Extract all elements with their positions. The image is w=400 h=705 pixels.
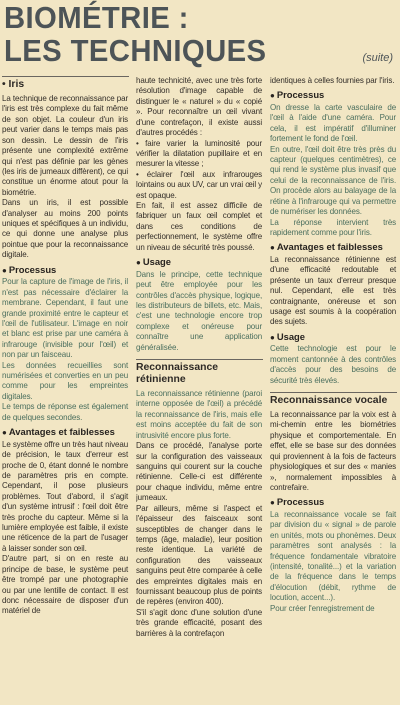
paragraph: D'autre part, si on en reste au principe de base, le système peut être trompé par une photographie ou par une lentille de contact. Il est donc nécessaire de disposer d'un matériel de	[2, 554, 129, 616]
section-heading-vocale: Reconnaissance vocale	[270, 392, 397, 407]
paragraph: Par ailleurs, même si l'aspect et l'épaisseur des faisceaux sont susceptibles de changer dans le temps (âge, maladie), leur position reste identique. La variété de configuration des vaisseaux sanguins peut être comparée à celle des empreintes digitales mais en fournissant beaucoup plus de points de repères (environ 400).	[136, 503, 263, 607]
paragraph: On dresse la carte vasculaire de l'œil à l'aide d'une caméra. Pour cela, il est impératif d'illuminer fortement le fond de l'œil.	[270, 102, 397, 144]
bullet-icon: •	[2, 79, 9, 90]
paragraph: Le temps de réponse est également de quelques secondes.	[2, 402, 129, 422]
paragraph: Pour créer l'enregistrement de	[270, 603, 375, 613]
bullet-icon: ●	[270, 498, 275, 508]
page-title-line-1: BIOMÉTRIE :	[4, 1, 189, 35]
bullet-icon: ●	[136, 258, 141, 268]
section-heading-retine: Reconnaissance rétinienne	[136, 359, 263, 386]
paragraph: Pour la capture de l'image de l'iris, il n'est pas nécessaire d'éclairer la membrane. Cependant, il faut une grande proximité entre le capteur et l'œil de l'utilisateur. L'image en noir et blanc est prise par une caméra à infrarouge (invisible pour l'œil) et non par un faisceau.	[2, 277, 129, 360]
paragraph: haute technicité, avec une très forte résolution d'image capable de distinguer le « naturel » du « copié ». Pour reconnaître un œil vivant d'une contrefaçon, il existe aussi d'autres procédés :	[136, 76, 263, 138]
bullet-icon: ●	[270, 332, 275, 342]
bullet-icon: ●	[270, 91, 275, 101]
paragraph: Les données recueillies sont numérisées et converties en un peu comme pour les empreintes digitales.	[2, 360, 129, 401]
paragraph: La reconnaissance vocale se fait par division du « signal » de parole en unités, mots ou phonèmes. Deux paramètres sont analysés : la fréquence fondamentale vibratoire (intensité, tonalité...) et la variation de la fréquence dans le temps d'élocution (débit, rythme de locution, accent...).	[270, 509, 397, 603]
subheading-processus: ● Processus	[270, 496, 325, 508]
paragraph: En fait, il est assez difficile de fabriquer un faux œil complet et dans ces conditions de perfectionnement, le système offre un niveau de sécurité très poussé.	[136, 201, 263, 252]
column-1	[2, 76, 129, 705]
subheading-processus: ● Processus	[270, 89, 325, 101]
paragraph: identiques à celles fournies par l'iris.	[270, 76, 395, 85]
column-2	[136, 76, 263, 705]
column-3	[270, 76, 397, 705]
paragraph: La réponse intervient très rapidement comme pour l'iris.	[270, 217, 397, 237]
paragraph: Cette technologie est pour le moment cantonnée à des contrôles d'accès pour des besoins de sécurité très élevés.	[270, 344, 397, 385]
subheading-usage: ● Usage	[270, 330, 305, 342]
paragraph: La reconnaissance rétinienne (paroi interne opposée de l'œil) a précédé la reconnaissance de l'iris, mais elle est moins acceptée du fait de son intrusivité encore plus forte.	[136, 389, 263, 440]
paragraph: S'il s'agit donc d'une solution d'une très grande efficacité, posant des barrières à la contrefaçon	[136, 607, 263, 638]
subheading-processus: ● Processus	[2, 263, 57, 275]
paragraph: Dans ce procédé, l'analyse porte sur la configuration des vaisseaux sanguins qui courent sur la couche rétinienne. Celle-ci est différente pour chaque individu, même entre jumeaux.	[136, 441, 263, 503]
paragraph: La reconnaissance par la voix est à mi-chemin entre les biométries physique et comportementale. En effet, elle se base sur des données qui proviennent à la fois de facteurs physiologiques et sur des « manies », normalement impossibles à contrefaire.	[270, 410, 397, 492]
paragraph: Le système offre un très haut niveau de précision, le taux d'erreur est proche de 0, étant donné le nombre de paramètres pris en compte. Cependant, il pose plusieurs problèmes. Tout d'abord, il s'agit d'un système intrusif : l'œil doit être très proche du capteur. Même si la lumière employée est faible, il existe une réticence de la part de l'usager à laisser sonder son œil.	[2, 439, 129, 553]
paragraph: Dans le principe, cette technique peut être employée pour les contrôles d'accès physique, logique, les distributeurs de billets, etc. Mais, c'est une technologie encore trop complexe et onéreuse pour connaître une application généralisée.	[136, 269, 263, 352]
bullet-icon: ●	[2, 265, 7, 275]
page-title-line-2: LES TECHNIQUES	[4, 34, 267, 68]
subheading-usage: ● Usage	[136, 256, 171, 268]
list-item: • faire varier la luminosité pour vérifier la dilatation pupillaire et en mesurer la vitesse ;	[136, 138, 263, 169]
subheading-avantages: ● Avantages et faiblesses	[270, 241, 383, 253]
subheading-avantages: ● Avantages et faiblesses	[2, 426, 115, 438]
bullet-icon: ●	[270, 243, 275, 253]
paragraph: La reconnaissance rétinienne est d'une efficacité redoutable et présente un taux d'erreur presque nul. Cependant, elle est très contraignante, onéreuse et son usage est soumis à la coopération des sujets.	[270, 254, 397, 327]
paragraph: La technique de reconnaissance par l'iris est très complexe du fait même de son objet. La couleur d'un iris peut varier dans le temps mais pas son dessin. Le dessin de l'iris présente une complexité extrême qui n'est pas définie par les gènes (les iris de jumeaux diffèrent), ce qui constitue un énorme atout pour la biométrie.	[2, 94, 129, 197]
bullet-icon: ●	[2, 428, 7, 438]
continued-label: (suite)	[362, 52, 393, 64]
article-columns	[2, 76, 398, 705]
page-header	[4, 2, 396, 74]
paragraph: Dans un iris, il est possible d'analyser au moins 200 points uniques et spécifiques à un individu, ce qui donne une analyse plus pointue que pour la reconnaissance digitale.	[2, 198, 129, 260]
paragraph: En outre, l'œil doit être très près du capteur (quelques centimètres), ce qui rend le système plus invasif que celui de la reconnaissance de l'iris. On procède alors au balayage de la rétine à l'infrarouge qui va permettre de numériser les données.	[270, 144, 397, 217]
list-item: • éclairer l'œil aux infrarouges lointains ou aux UV, car un vrai œil y est opaque.	[136, 169, 263, 200]
section-heading-iris: • Iris	[2, 76, 129, 91]
